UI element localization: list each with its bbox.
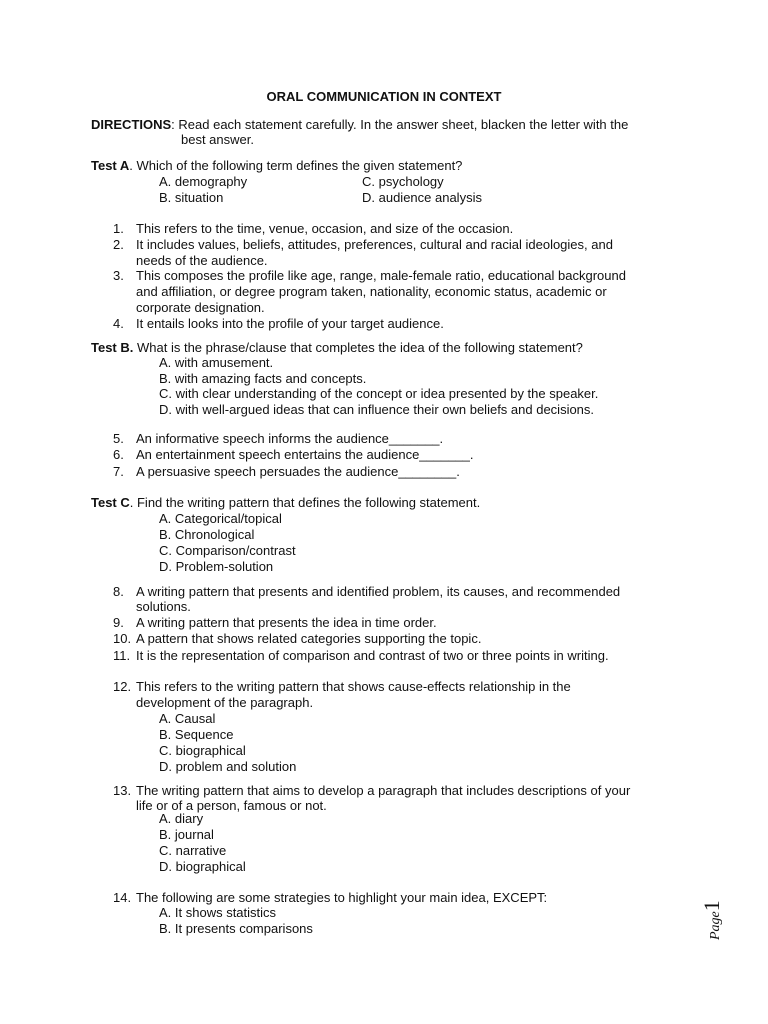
item-number: 14.	[113, 890, 132, 905]
test-c-choice: C. Comparison/contrast	[159, 543, 296, 558]
q13-choice: B. journal	[159, 827, 214, 842]
item-text: The writing pattern that aims to develop a paragraph that includes descriptions of your	[136, 783, 631, 798]
item-number: 12.	[113, 679, 132, 694]
page-title: ORAL COMMUNICATION IN CONTEXT	[266, 89, 502, 104]
test-c-choice: B. Chronological	[159, 527, 255, 542]
test-c-prompt: . Find the writing pattern that defines the following statement.	[129, 495, 481, 510]
q12-choice: D. problem and solution	[159, 759, 297, 774]
test-a-heading	[91, 158, 462, 174]
item-text: A pattern that shows related categories supporting the topic.	[136, 631, 482, 646]
item-number: 11.	[113, 648, 131, 663]
test-b-choice: C. with clear understanding of the concept or idea presented by the speaker.	[159, 386, 599, 401]
test-a-choice-d: D. audience analysis	[362, 190, 482, 205]
item-number: 2.	[113, 237, 124, 252]
item-number: 10.	[113, 631, 132, 646]
test-a-choice-a: A. demography	[159, 174, 248, 189]
test-b-choice: D. with well-argued ideas that can influence their own beliefs and decisions.	[159, 402, 595, 417]
test-b-label: Test B.	[91, 340, 134, 355]
item-number: 8.	[113, 584, 124, 599]
q13-choice: A. diary	[159, 811, 204, 826]
page-number: 1	[699, 900, 724, 912]
item-number: 1.	[113, 221, 124, 236]
q12-choice: B. Sequence	[159, 727, 234, 742]
test-c-heading	[91, 495, 480, 511]
item-text: It is the representation of comparison and contrast of two or three points in writing.	[136, 648, 609, 663]
item-text: The following are some strategies to highlight your main idea, EXCEPT:	[136, 890, 548, 905]
directions-line-1	[91, 117, 628, 133]
item-text: It includes values, beliefs, attitudes, preferences, cultural and racial ideologies, and	[136, 237, 613, 252]
q13-choice: D. biographical	[159, 859, 246, 874]
item-text: A writing pattern that presents and identified problem, its causes, and recommended	[136, 584, 621, 599]
item-text: A persuasive speech persuades the audience________.	[136, 464, 460, 479]
q14-choice: A. It shows statistics	[159, 905, 277, 920]
item-number: 5.	[113, 431, 124, 446]
item-text: It entails looks into the profile of your target audience.	[136, 316, 444, 331]
page-number-mark	[699, 900, 748, 940]
item-number: 7.	[113, 464, 124, 479]
test-c-choice: D. Problem-solution	[159, 559, 274, 574]
item-text: This composes the profile like age, range, male-female ratio, educational background	[136, 268, 626, 283]
test-c-label: Test C	[91, 495, 130, 510]
item-number: 9.	[113, 615, 124, 630]
test-a-label: Test A	[91, 158, 130, 173]
item-text: solutions.	[136, 599, 191, 614]
item-number: 4.	[113, 316, 124, 331]
q14-choice: B. It presents comparisons	[159, 921, 313, 936]
test-b-choice: B. with amazing facts and concepts.	[159, 371, 367, 386]
test-a-prompt: . Which of the following term defines the given statement?	[129, 158, 463, 173]
directions-text: : Read each statement carefully. In the answer sheet, blacken the letter with the	[171, 117, 629, 132]
q13-choice: C. narrative	[159, 843, 227, 858]
item-number: 3.	[113, 268, 124, 283]
directions-label: DIRECTIONS	[91, 117, 172, 132]
page-label: Page	[708, 911, 723, 940]
directions-line-2: best answer.	[181, 132, 254, 147]
test-b-heading	[91, 340, 583, 356]
item-text: This refers to the time, venue, occasion, and size of the occasion.	[136, 221, 514, 236]
q12-choice: C. biographical	[159, 743, 246, 758]
item-text: An entertainment speech entertains the audience_______.	[136, 447, 474, 462]
test-b-choice: A. with amusement.	[159, 355, 274, 370]
q12-choice: A. Causal	[159, 711, 216, 726]
item-text: and affiliation, or degree program taken, nationality, economic status, academic or	[136, 284, 607, 299]
test-c-choice: A. Categorical/topical	[159, 511, 282, 526]
item-text: An informative speech informs the audience_______.	[136, 431, 444, 446]
test-a-choice-b: B. situation	[159, 190, 224, 205]
test-a-choice-c: C. psychology	[362, 174, 444, 189]
item-text: needs of the audience.	[136, 253, 268, 268]
item-text: development of the paragraph.	[136, 695, 314, 710]
item-number: 6.	[113, 447, 124, 462]
item-text: A writing pattern that presents the idea in time order.	[136, 615, 437, 630]
item-text: corporate designation.	[136, 300, 265, 315]
item-text: This refers to the writing pattern that shows cause-effects relationship in the	[136, 679, 571, 694]
item-text: life or of a person, famous or not.	[136, 798, 327, 813]
test-b-prompt: What is the phrase/clause that completes the idea of the following statement?	[133, 340, 583, 355]
item-number: 13.	[113, 783, 132, 798]
